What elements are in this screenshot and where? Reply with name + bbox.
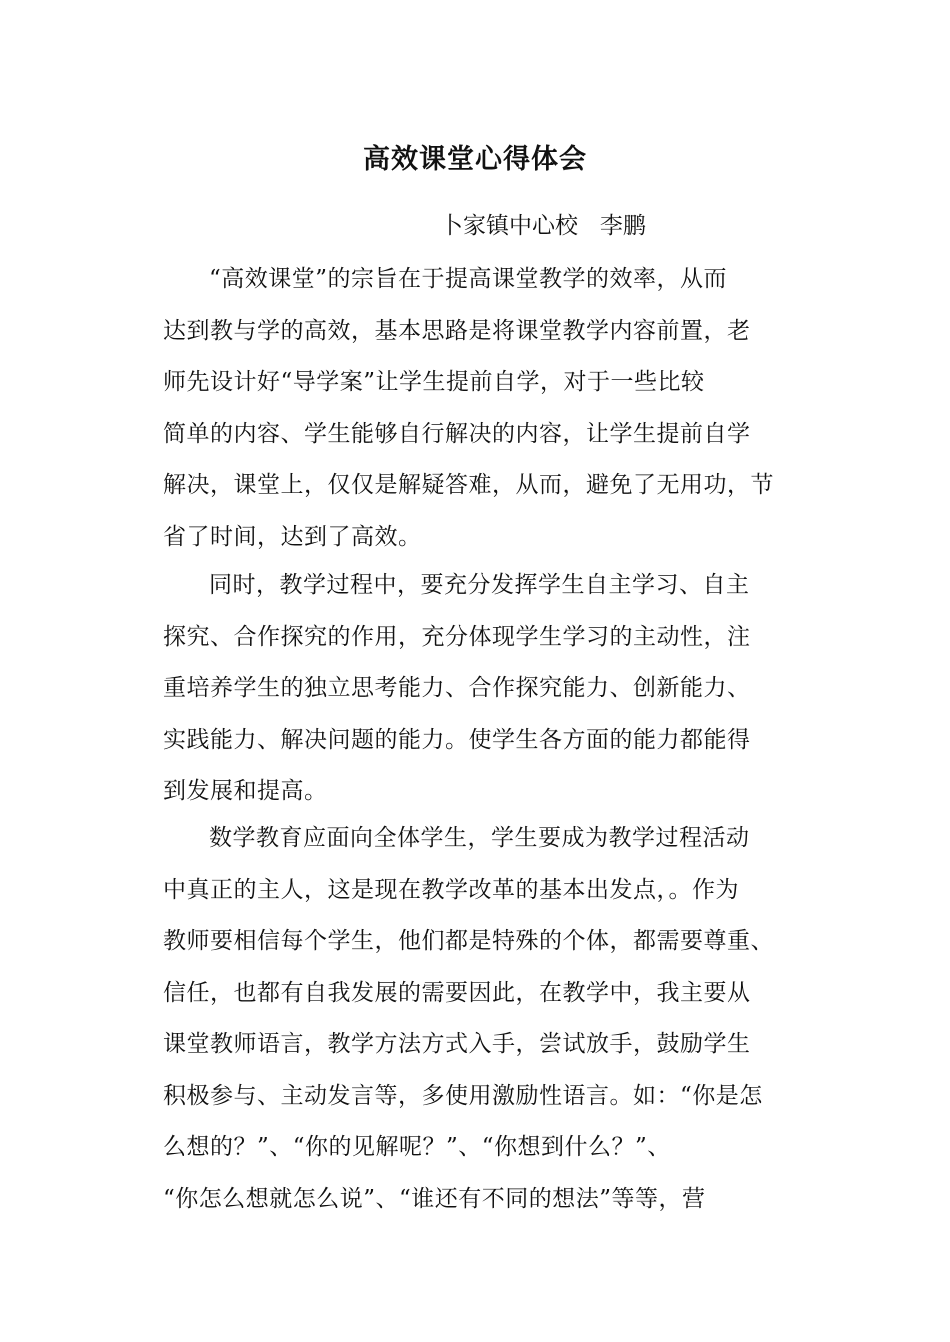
author-line: 卜家镇中心校 李鹏 — [440, 213, 646, 239]
paragraph-3 — [163, 813, 803, 1225]
text-line: 同时，教学过程中，要充分发挥学生自主学习、自主 — [209, 572, 750, 598]
text-line: 课堂教师语言，教学方法方式入手，尝试放手，鼓励学生 — [163, 1031, 751, 1057]
text-line: 信任，也都有自我发展的需要因此，在教学中，我主要从 — [163, 979, 751, 1006]
text-line: 实践能力、解决问题的能力。使学生各方面的能力都能得 — [163, 726, 751, 753]
text-line: 省了时间，达到了高效。 — [163, 523, 422, 550]
text-line: “你怎么想就怎么说”、“谁还有不同的想法”等等，营 — [163, 1185, 706, 1212]
text-line: 师先设计好“导学案”让学生提前自学，对于一些比较 — [163, 369, 705, 395]
paragraph-2 — [163, 560, 803, 818]
text-line: 达到教与学的高效，基本思路是将课堂教学内容前置，老 — [163, 317, 751, 344]
text-line: 到发展和提高。 — [163, 778, 328, 804]
text-line: 简单的内容、学生能够自行解决的内容，让学生提前自学 — [163, 420, 751, 447]
text-line: 重培养学生的独立思考能力、合作探究能力、创新能力、 — [163, 675, 751, 701]
text-line: 探究、合作探究的作用，充分体现学生学习的主动性，注 — [163, 623, 751, 650]
text-line: 教师要相信每个学生，他们都是特殊的个体，都需要尊重、 — [163, 928, 774, 954]
text-line: 中真正的主人，这是现在教学改革的基本出发点，。作为 — [163, 876, 739, 903]
text-line: 数学教育应面向全体学生，学生要成为教学过程活动 — [209, 825, 750, 851]
paragraph-1 — [163, 254, 803, 563]
text-line: “高效课堂”的宗旨在于提高课堂教学的效率，从而 — [209, 266, 728, 292]
document-title: 高效课堂心得体会 — [363, 144, 587, 175]
text-line: 么想的？”、“你的见解呢？”、“你想到什么？”、 — [163, 1134, 671, 1160]
text-line: 积极参与、主动发言等，多使用激励性语言。如：“你是怎 — [163, 1082, 763, 1109]
text-line: 解决，课堂上，仅仅是解疑答难，从而，避免了无用功，节 — [163, 472, 774, 498]
